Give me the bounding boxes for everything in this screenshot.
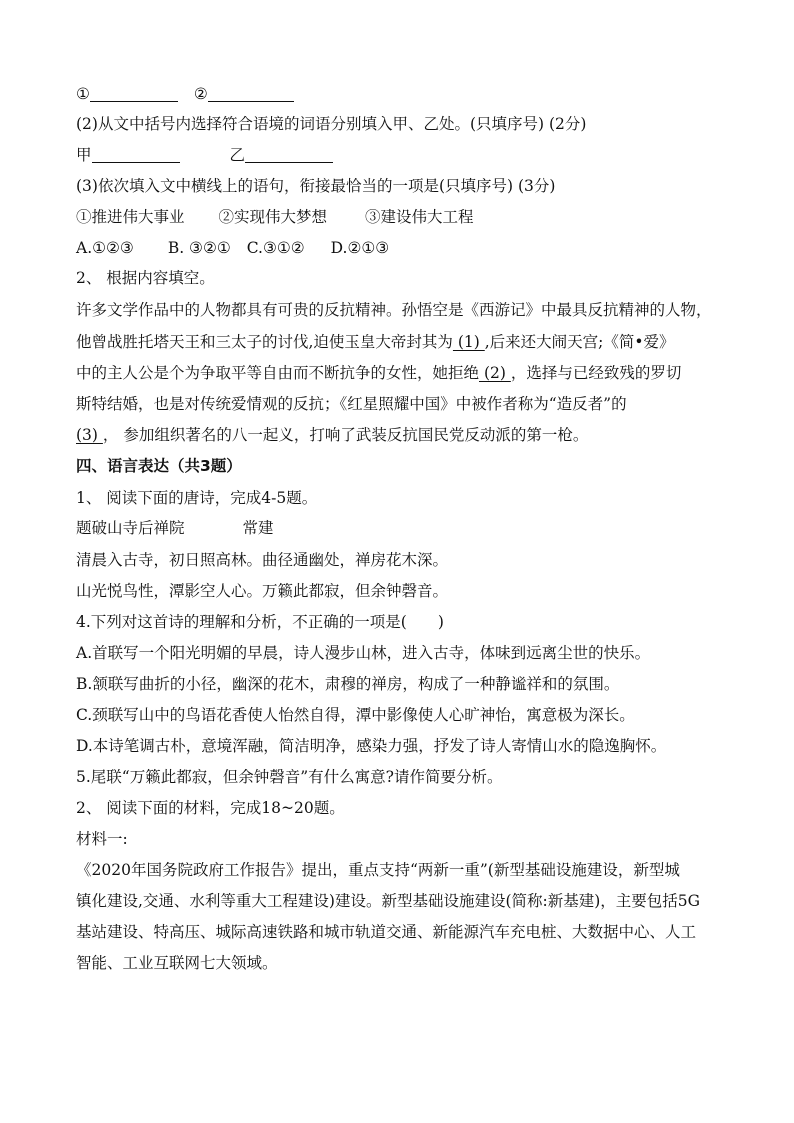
jia-blank[interactable] <box>92 146 180 163</box>
fill-paragraph-line-4: 斯特结婚，也是对传统爱情观的反抗；《红星照耀中国》中被作者称为“造反者”的 <box>76 395 627 413</box>
material-one-label: 材料一: <box>76 830 128 848</box>
poem-question-heading: 1、 阅读下面的唐诗，完成4-5题。 <box>76 489 318 507</box>
choice-a: A.①②③ <box>76 239 134 257</box>
material-line-4: 智能、工业互联网七大领域。 <box>76 954 278 972</box>
poem-line-1: 清晨入古寺，初日照高林。曲径通幽处，禅房花木深。 <box>76 551 449 569</box>
question-fill-heading: 2、 根据内容填空。 <box>76 269 215 287</box>
answer-line-jia-yi <box>76 145 333 165</box>
answer-label-2: ② <box>193 85 208 103</box>
fill-paragraph-line-1: 许多文学作品中的人物都具有可贵的反抗精神。孙悟空是《西游记》中最具反抗精神的人物， <box>76 301 712 319</box>
poem-title-line <box>76 518 274 538</box>
material-line-1: 《2020年国务院政府工作报告》提出，重点支持“两新一重”(新型基础设施建设，新型城 <box>76 861 680 879</box>
question-4-option-a: A.首联写一个阳光明媚的早晨，诗人漫步山林，进入古寺，体味到远离尘世的快乐。 <box>76 644 651 662</box>
sentence-option-2: ②实现伟大梦想 <box>218 208 328 226</box>
choice-b: B. ③②① <box>167 239 231 257</box>
fill-blank-2[interactable]: (2) <box>479 364 511 382</box>
fill-paragraph-line-5: (3) ， 参加组织著名的八一起义，打响了武装反抗国民党反动派的第一枪。 <box>76 426 589 444</box>
sentence-option-3: ③建设伟大工程 <box>365 208 474 226</box>
poem-author: 常建 <box>242 519 274 537</box>
choice-c: C.③①② <box>246 239 305 257</box>
choice-d: D.②①③ <box>330 239 390 257</box>
question-4: 4.下列对这首诗的理解和分析，不正确的一项是( ) <box>76 613 444 631</box>
fill-paragraph-line-3: 中的主人公是个为争取平等自由而不断抗争的女性，她拒绝 (2) ，选择与已经致残的罗切 <box>76 364 682 382</box>
answer-label-1: ① <box>76 85 90 103</box>
question-5: 5.尾联“万籁此都寂，但余钟磬音”有什么寓意?请作简要分析。 <box>76 768 503 786</box>
question-4-option-c: C.颈联写山中的鸟语花香使人怡然自得，潭中影像使人心旷神怡，寓意极为深长。 <box>76 706 635 724</box>
yi-label: 乙 <box>229 146 246 164</box>
poem-title: 题破山寺后禅院 <box>76 519 185 537</box>
yi-blank[interactable] <box>245 146 333 163</box>
sentence-options <box>76 207 474 227</box>
fill-paragraph-line-2: 他曾战胜托塔天王和三太子的讨伐,迫使玉皇大帝封其为 (1) ,后来还大闹天宫;《简•爱》 <box>76 333 675 351</box>
answer-blank-2[interactable] <box>208 85 294 102</box>
sentence-option-1: ①推进伟大事业 <box>76 208 185 226</box>
fill-blank-1[interactable]: (1) <box>452 333 485 351</box>
question-4-option-b: B.颔联写曲折的小径，幽深的花木，肃穆的禅房，构成了一种静谧祥和的氛围。 <box>76 675 620 693</box>
fill-blank-3[interactable]: (3) <box>76 426 103 444</box>
material-question-heading: 2、 阅读下面的材料，完成18~20题。 <box>76 799 345 817</box>
answer-blank-1[interactable] <box>90 85 178 102</box>
jia-label: 甲 <box>76 146 92 164</box>
question-4-option-d: D.本诗笔调古朴，意境浑融，简洁明净，感染力强，抒发了诗人寄情山水的隐逸胸怀。 <box>76 737 667 755</box>
choice-options <box>76 238 389 258</box>
poem-line-2: 山光悦鸟性，潭影空人心。万籁此都寂，但余钟磬音。 <box>76 582 449 600</box>
material-line-2: 镇化建设,交通、水利等重大工程建设)建设。新型基础设施建设(简称:新基建)，主要包括5G <box>76 892 701 910</box>
question-2-3: (3)依次填入文中横线上的语句，衔接最恰当的一项是(只填序号) (3分) <box>76 177 556 195</box>
material-line-3: 基站建设、特高压、城际高速铁路和城市轨道交通、新能源汽车充电桩、大数据中心、人工 <box>76 923 697 941</box>
answer-line-1 <box>76 84 294 104</box>
section-heading-language: 四、语言表达（共3题） <box>76 457 242 475</box>
question-2-2: (2)从文中括号内选择符合语境的词语分别填入甲、乙处。(只填序号) (2分) <box>76 115 587 133</box>
